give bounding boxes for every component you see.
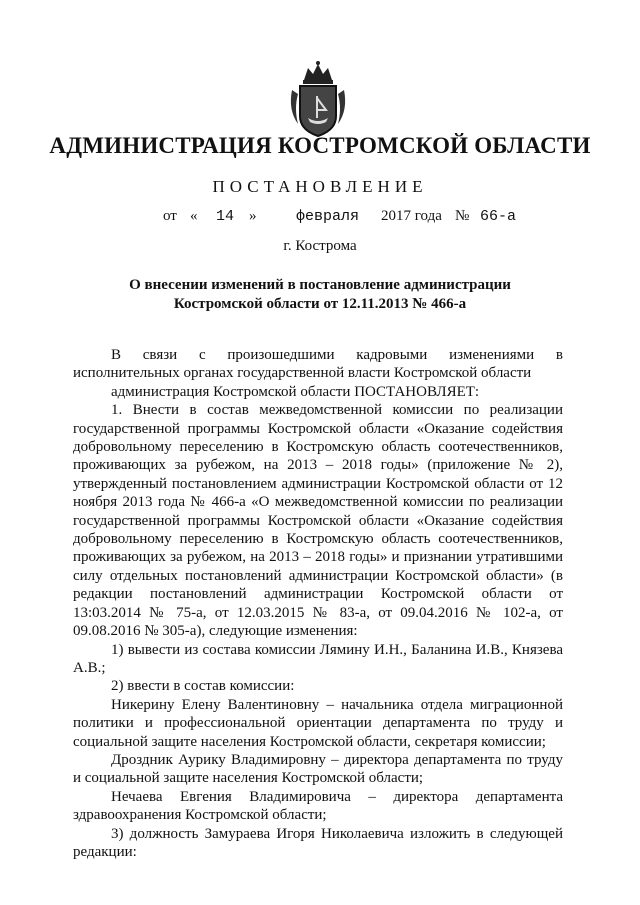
date-close-quote: » (249, 208, 257, 224)
subject-line-1: О внесении изменений в постановление администрации (129, 277, 511, 293)
subject-line-2: Костромской области от 12.11.2013 № 466-а (173, 296, 467, 312)
document-number: 66-а (480, 208, 517, 225)
document-subject (100, 276, 540, 314)
paragraph: В связи с произошедшими кадровыми изменениями в исполнительных органах государственной власти Костромской области (73, 347, 563, 382)
paragraph: 1. Внести в состав межведомственной комиссии по реализации государственной программы Костромской области «Оказание содействия добровольному переселению в Костромскую область соотечественников, проживающих за рубежом, на 2013 – 2018 годы» (приложение № 2), утвержденный постановлением администрации Костромской области от 12 ноября 2013 года № 466-а «О межведомственной комиссии по реализации государственной программы Костромской области «Оказание содействия добровольному переселению в Костромскую область соотечественников, проживающих за рубежом, на 2013 – 2018 годы» и признании утратившими силу отдельных постановлений администрации Костромской области» (в редакции постановлений администрации Костромской области от 13:03.2014 № 75-а, от 12.03.2015 № 83-а, от 09.04.2016 № 102-а, от 09.08.2016 № 305-а), следующие изменения: (73, 402, 563, 640)
paragraph: 1) вывести из состава комиссии Лямину И.Н., Баланина И.В., Князева А.В.; (73, 641, 563, 676)
date-day: 14 (216, 208, 235, 225)
paragraph: Никерину Елену Валентиновну – начальника отдела миграционной политики и профессиональной ориентации департамента по труду и социальной защите населения Костромской области, секретаря комиссии; (73, 696, 563, 750)
city: г. Кострома (283, 238, 357, 254)
paragraph: Дроздник Аурику Владимировну – директора департамента по труду и социальной защите населения Костромской области; (73, 751, 563, 787)
date-open-quote: « (190, 208, 198, 224)
date-year: 2017 года (381, 208, 442, 224)
date-prefix: от (163, 208, 177, 224)
paragraph: 2) ввести в состав комиссии: (111, 678, 295, 695)
paragraph: 3) должность Замураева Игоря Николаевича изложить в следующей редакции: (73, 825, 563, 860)
date-month: февраля (296, 208, 360, 225)
document-body (73, 346, 563, 861)
document-type: ПОСТАНОВЛЕНИЕ (212, 177, 428, 196)
paragraph: Нечаева Евгения Владимировича – директора департамента здравоохранения Костромской области; (73, 788, 563, 824)
organization-title: АДМИНИСТРАЦИЯ КОСТРОМСКОЙ ОБЛАСТИ (49, 133, 591, 158)
number-sign: № (455, 208, 470, 224)
coat-of-arms-icon (286, 60, 350, 140)
paragraph: администрация Костромской области ПОСТАНОВЛЯЕТ: (111, 383, 480, 400)
